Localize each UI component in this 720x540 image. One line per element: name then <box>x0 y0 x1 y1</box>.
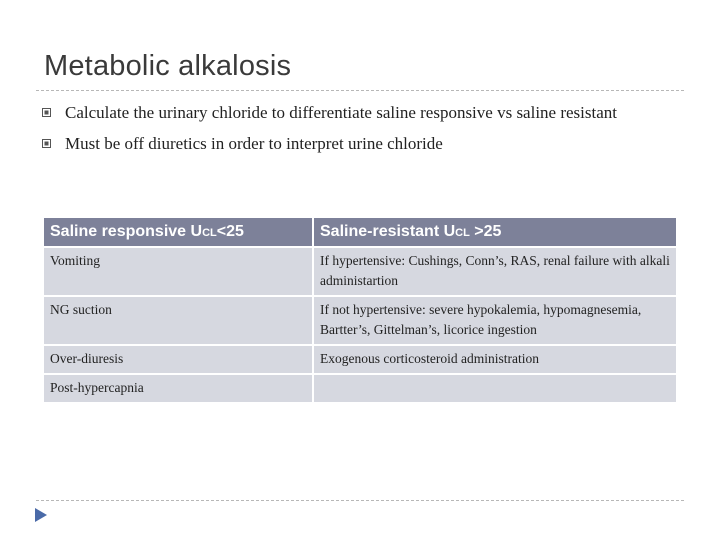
header-saline-resistant: Saline-resistant UCL >25 <box>313 217 677 247</box>
header-saline-responsive: Saline responsive UCL<25 <box>43 217 313 247</box>
bullet-item <box>40 101 680 124</box>
bullet-text: Calculate the urinary chloride to differentiate saline responsive vs saline resistant <box>65 103 618 122</box>
table-cell: NG suction <box>43 296 313 345</box>
table-row <box>43 345 677 374</box>
title-divider <box>36 90 684 91</box>
table-cell: If not hypertensive: severe hypokalemia, hypomagnesemia, Bartter’s, Gittelman’s, licorice ingestion <box>313 296 677 345</box>
saline-response-table <box>42 216 678 404</box>
bullet-item <box>40 132 680 155</box>
table-cell: Post-hypercapnia <box>43 374 313 403</box>
table-cell: Over-diuresis <box>43 345 313 374</box>
square-bullet-icon <box>42 139 51 148</box>
table-cell <box>313 374 677 403</box>
bullet-text: Must be off diuretics in order to interpret urine chloride <box>65 134 443 153</box>
slide-title: Metabolic alkalosis <box>44 50 292 82</box>
table-row <box>43 374 677 403</box>
triangle-arrow-icon[interactable] <box>34 508 48 522</box>
bullet-list <box>40 101 680 163</box>
square-bullet-icon <box>42 108 51 117</box>
table-cell: If hypertensive: Cushings, Conn’s, RAS, renal failure with alkali administartion <box>313 247 677 296</box>
table-row <box>43 247 677 296</box>
footer-divider <box>36 500 684 501</box>
table-cell: Exogenous corticosteroid administration <box>313 345 677 374</box>
table-header-row <box>43 217 677 247</box>
table-row <box>43 296 677 345</box>
table-cell: Vomiting <box>43 247 313 296</box>
